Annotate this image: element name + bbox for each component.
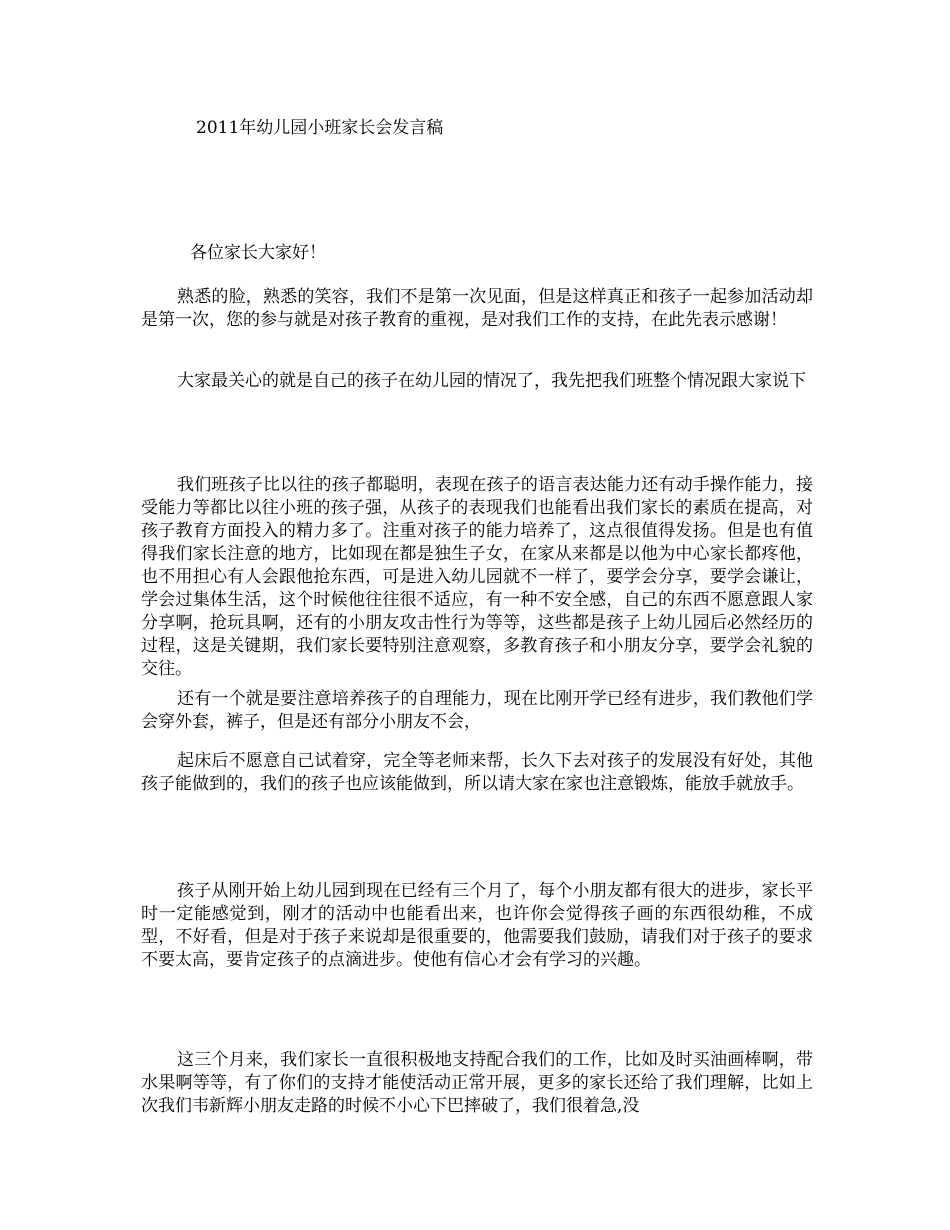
paragraph-3: 我们班孩子比以往的孩子都聪明，表现在孩子的语言表达能力还有动手操作能力，接受能力等都比以往小班的孩子强，从孩子的表现我们也能看出我们家长的素质在提高，对孩子教育方面投入的精力多了。注重对孩子的能力培养了，这点很值得发扬。但是也有值得我们家长注意的地方，比如现在都是独生子女，在家从来都是以他为中心家长都疼他，也不用担心有人会跟他抢东西，可是进入幼儿园就不一样了，要学会分享，要学会谦让，学会过集体生活，这个时候他往往很不适应，有一种不安全感，自己的东西不愿意跟人家分享啊，抢玩具啊，还有的小朋友攻击性行为等等，这些都是孩子上幼儿园后必然经历的过程，这是关键期，我们家长要特别注意观察，多教育孩子和小朋友分享，要学会礼貌的交往。	[141, 475, 813, 679]
paragraph-7: 这三个月来，我们家长一直很积极地支持配合我们的工作，比如及时买油画棒啊，带水果啊等等，有了你们的支持才能使活动正常开展，更多的家长还给了我们理解，比如上次我们韦新辉小朋友走路的时候不小心下巴摔破了，我们很着急,没	[141, 1050, 813, 1116]
greeting-line: 各位家长大家好！	[190, 243, 326, 263]
paragraph-5: 起床后不愿意自己试着穿，完全等老师来帮，长久下去对孩子的发展没有好处，其他孩子能做到的，我们的孩子也应该能做到，所以请大家在家也注意锻炼，能放手就放手。	[141, 751, 813, 794]
paragraph-6: 孩子从刚开始上幼儿园到现在已经有三个月了，每个小朋友都有很大的进步，家长平时一定能感觉到，刚才的活动中也能看出来，也许你会觉得孩子画的东西很幼稚，不成型，不好看，但是对于孩子来说却是很重要的，他需要我们鼓励，请我们对于孩子的要求不要太高，要肯定孩子的点滴进步。使他有信心才会有学习的兴趣。	[141, 881, 813, 970]
paragraph-2: 大家最关心的就是自己的孩子在幼儿园的情况了，我先把我们班整个情况跟大家说下	[177, 371, 806, 391]
document-title: 2011年幼儿园小班家长会发言稿	[196, 118, 444, 138]
paragraph-1: 熟悉的脸，熟悉的笑容，我们不是第一次见面，但是这样真正和孩子一起参加活动却是第一次，您的参与就是对孩子教育的重视，是对我们工作的支持，在此先表示感谢！	[141, 287, 813, 330]
paragraph-4: 还有一个就是要注意培养孩子的自理能力，现在比刚开学已经有进步，我们教他们学会穿外套，裤子，但是还有部分小朋友不会，	[141, 689, 813, 732]
